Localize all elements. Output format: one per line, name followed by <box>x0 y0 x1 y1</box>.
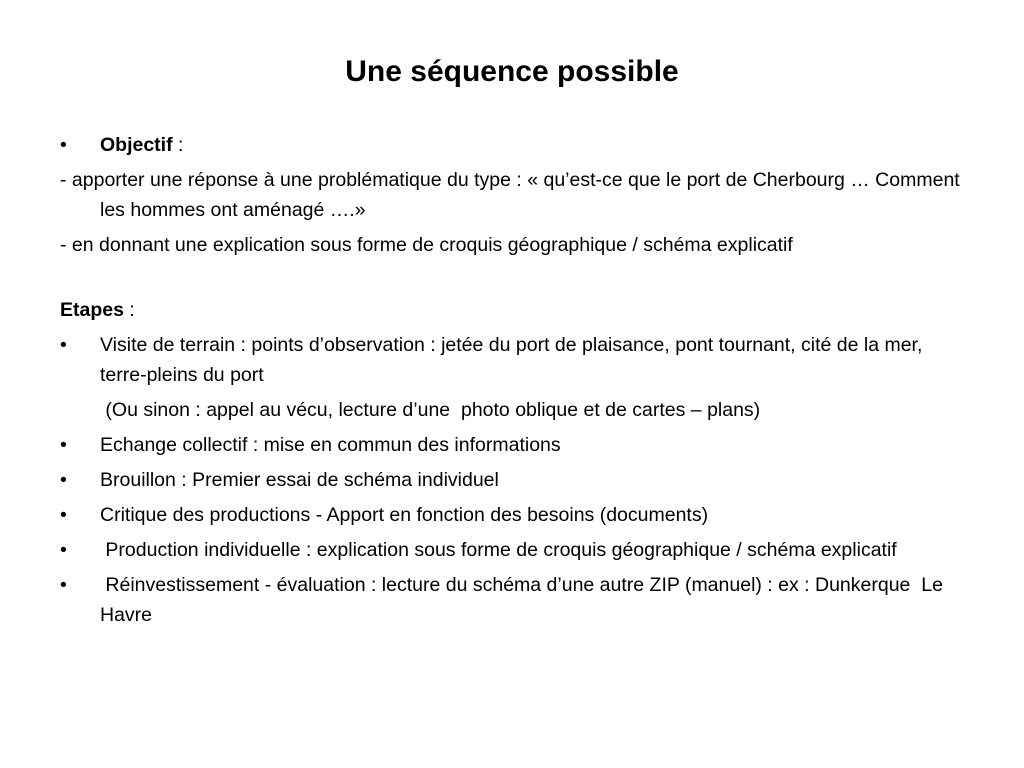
objectif-label: Objectif <box>100 134 173 156</box>
step-text: Critique des productions - Apport en fonction des besoins (documents) <box>100 504 709 526</box>
step-item <box>60 500 970 530</box>
step-text: Visite de terrain : points d’observation : jetée du port de plaisance, pont tournant, cité de la mer, terre-pleins du port <box>100 334 923 386</box>
slide-body <box>60 130 970 635</box>
slide-title: Une séquence possible <box>345 55 679 88</box>
objectif-line-2: - en donnant une explication sous forme de croquis géographique / schéma explicatif <box>60 234 793 256</box>
bullet-icon: • <box>60 539 67 561</box>
bullet-icon: • <box>60 434 67 456</box>
etapes-label: Etapes <box>60 299 124 321</box>
step-text: Echange collectif : mise en commun des informations <box>100 434 561 456</box>
step-text: Brouillon : Premier essai de schéma individuel <box>100 469 499 491</box>
step-note-text: (Ou sinon : appel au vécu, lecture d’une photo oblique et de cartes – plans) <box>100 399 761 421</box>
objectif-colon: : <box>172 134 184 156</box>
bullet-icon: • <box>60 469 67 491</box>
step-item <box>60 535 970 565</box>
step-item <box>60 465 970 495</box>
step-item <box>60 330 970 390</box>
bullet-icon: • <box>60 334 67 356</box>
step-text: Réinvestissement - évaluation : lecture du schéma d’une autre ZIP (manuel) : ex : Dunkerque Le Havre <box>100 574 949 626</box>
bullet-icon: • <box>60 574 67 596</box>
step-note <box>60 395 970 425</box>
etapes-colon: : <box>123 299 135 321</box>
step-item <box>60 430 970 460</box>
objectif-heading <box>60 130 970 160</box>
step-item <box>60 570 970 630</box>
objectif-line-1: - apporter une réponse à une problématique du type : « qu’est-ce que le port de Cherbourg … Comment les hommes ont aménagé ….» <box>60 169 960 221</box>
step-text: Production individuelle : explication sous forme de croquis géographique / schéma explicatif <box>100 539 897 561</box>
bullet-icon: • <box>60 134 67 156</box>
bullet-icon: • <box>60 504 67 526</box>
etapes-heading <box>60 295 970 325</box>
